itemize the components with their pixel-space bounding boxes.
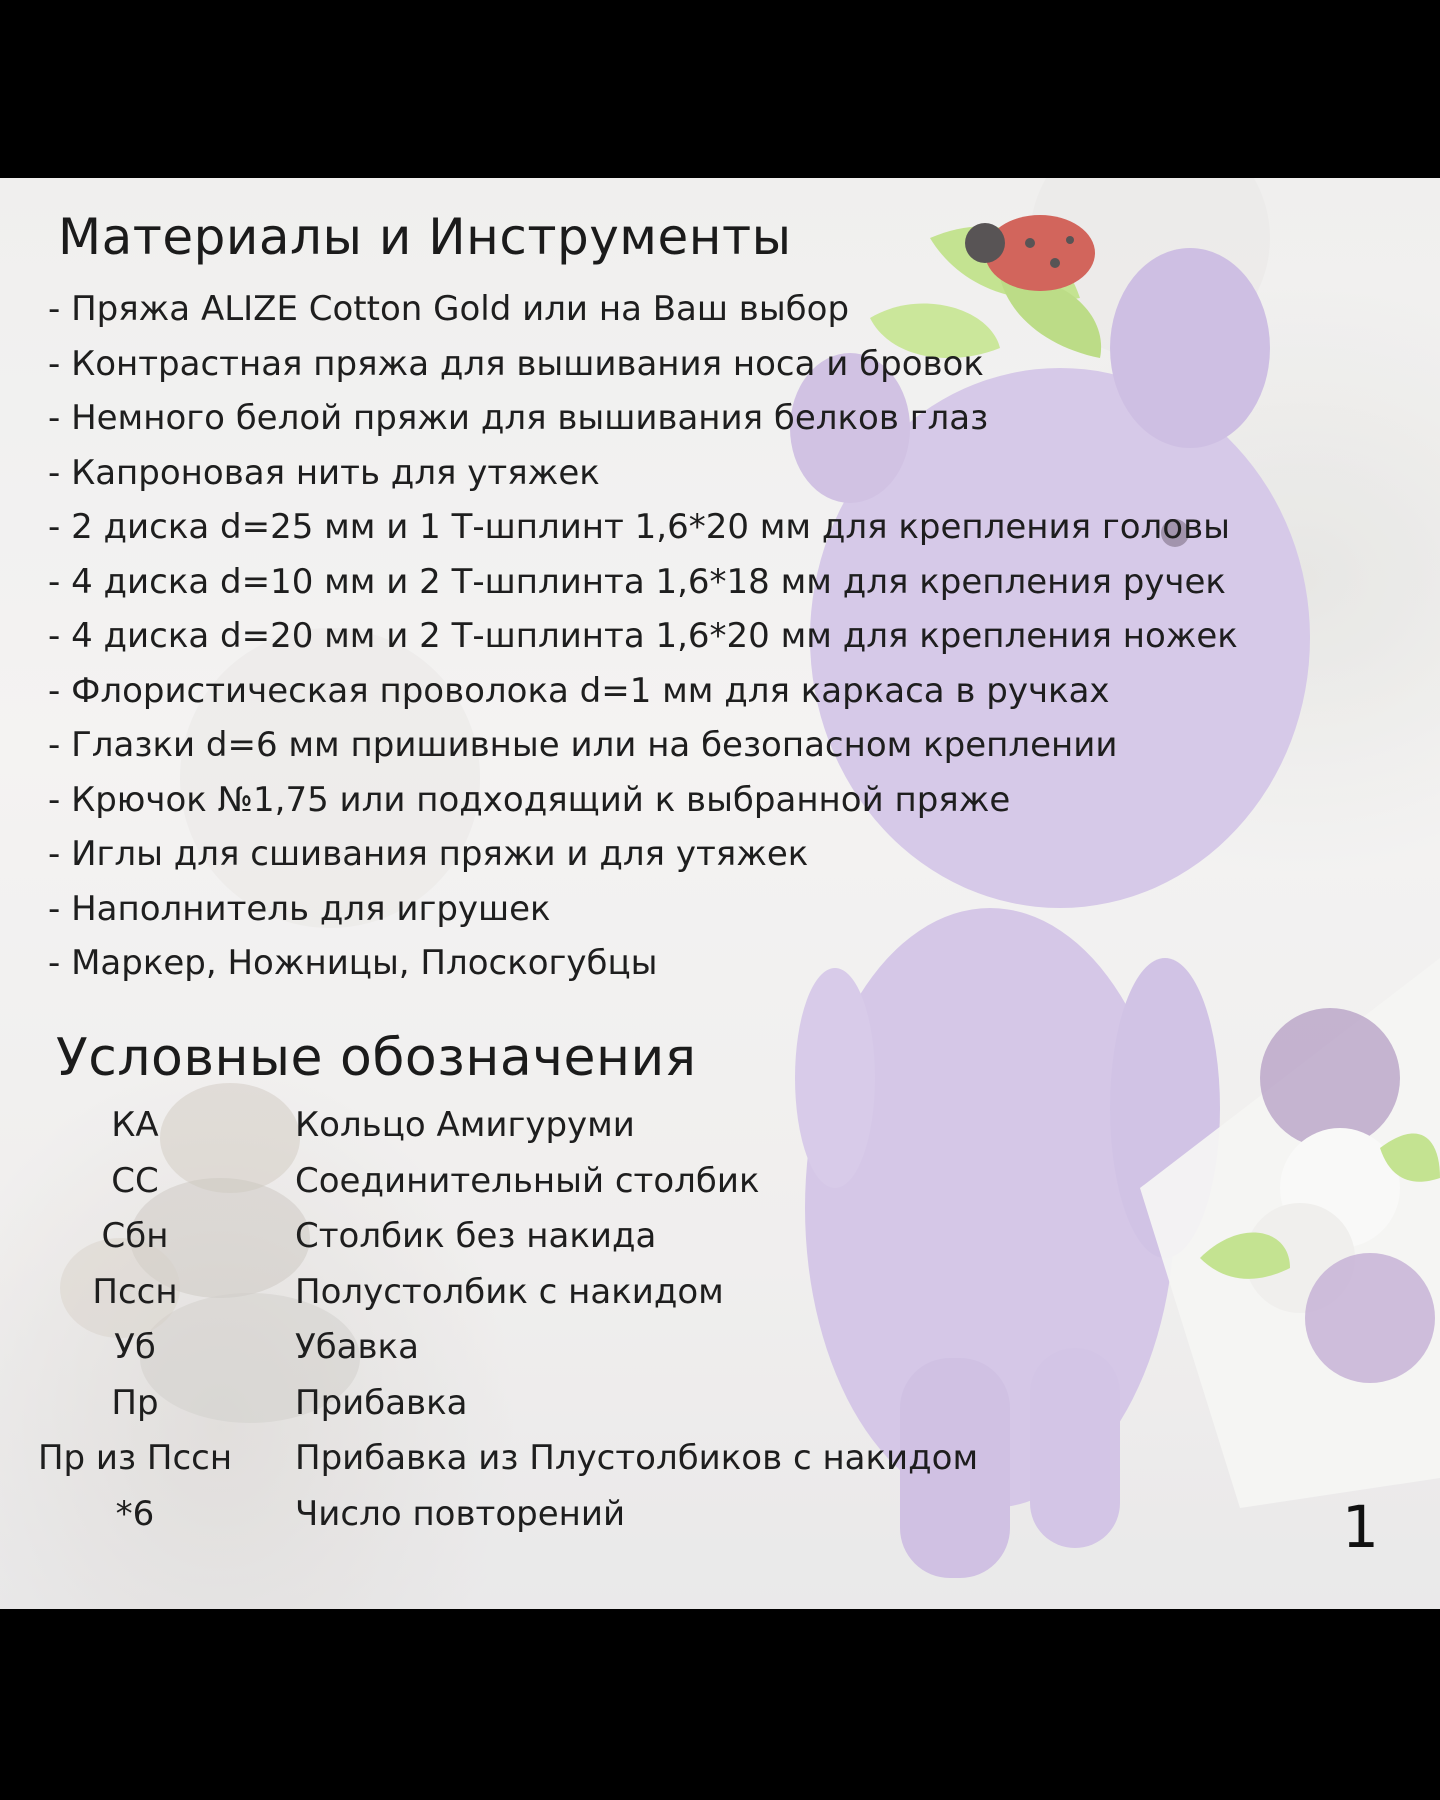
legend-desc: Прибавка <box>295 1382 468 1423</box>
legend-abbr: Уб <box>114 1327 156 1367</box>
top-black-bar <box>0 0 1440 178</box>
materials-title: Материалы и Инструменты <box>58 208 792 266</box>
materials-item: - Контрастная пряжа для вышивания носа и бровок <box>48 343 984 384</box>
materials-item: - Флористическая проволока d=1 мм для каркаса в ручках <box>48 670 1110 711</box>
legend-title: Условные обозначения <box>56 1028 697 1088</box>
legend-row <box>0 1487 1200 1543</box>
legend-row <box>0 1209 1200 1265</box>
legend-desc: Полустолбик с накидом <box>295 1271 724 1312</box>
materials-item: - Маркер, Ножницы, Плоскогубцы <box>48 943 658 983</box>
legend-desc: Кольцо Амигуруми <box>295 1105 635 1145</box>
legend-abbr: КА <box>111 1105 159 1145</box>
legend-desc: Прибавка из Плустолбиков с накидом <box>295 1438 979 1478</box>
legend-row <box>0 1265 1200 1321</box>
legend-abbr: Пр из Пссн <box>37 1438 233 1478</box>
legend-row <box>0 1098 1200 1154</box>
text-layer <box>0 178 1440 1609</box>
legend-row <box>0 1376 1200 1432</box>
materials-item: - Иглы для сшивания пряжи и для утяжек <box>48 834 809 874</box>
legend-desc: Столбик без накида <box>295 1216 657 1256</box>
materials-item: - Пряжа ALIZE Cotton Gold или на Ваш выбор <box>48 289 850 329</box>
materials-item: - Глазки d=6 мм пришивные или на безопасном креплении <box>48 725 1118 765</box>
materials-item: - Наполнитель для игрушек <box>48 888 551 929</box>
background-photo <box>0 178 1440 1609</box>
legend-table <box>0 1098 1200 1542</box>
materials-item: - 2 диска d=25 мм и 1 Т-шплинт 1,6*20 мм для крепления головы <box>48 507 1230 547</box>
legend-desc: Убавка <box>295 1327 419 1367</box>
legend-row <box>0 1154 1200 1210</box>
legend-abbr: Пссн <box>92 1271 178 1312</box>
legend-row <box>0 1431 1200 1487</box>
legend-abbr: Пр <box>111 1382 159 1423</box>
legend-row <box>0 1320 1200 1376</box>
materials-item: - 4 диска d=20 мм и 2 Т-шплинта 1,6*20 мм для крепления ножек <box>48 616 1238 656</box>
bottom-black-bar <box>0 1609 1440 1800</box>
legend-abbr: *6 <box>115 1493 155 1534</box>
materials-item: - Немного белой пряжи для вышивания белков глаз <box>48 398 989 438</box>
legend-abbr: СС <box>111 1160 159 1201</box>
materials-item: - Крючок №1,75 или подходящий к выбранной пряже <box>48 779 1011 820</box>
page-number: 1 <box>1342 1493 1379 1561</box>
materials-list <box>48 282 1238 991</box>
materials-item: - 4 диска d=10 мм и 2 Т-шплинта 1,6*18 мм для крепления ручек <box>48 561 1226 602</box>
legend-desc: Соединительный столбик <box>295 1160 760 1201</box>
legend-desc: Число повторений <box>295 1493 626 1534</box>
materials-item: - Капроновая нить для утяжек <box>48 452 600 493</box>
legend-abbr: Сбн <box>101 1216 169 1256</box>
